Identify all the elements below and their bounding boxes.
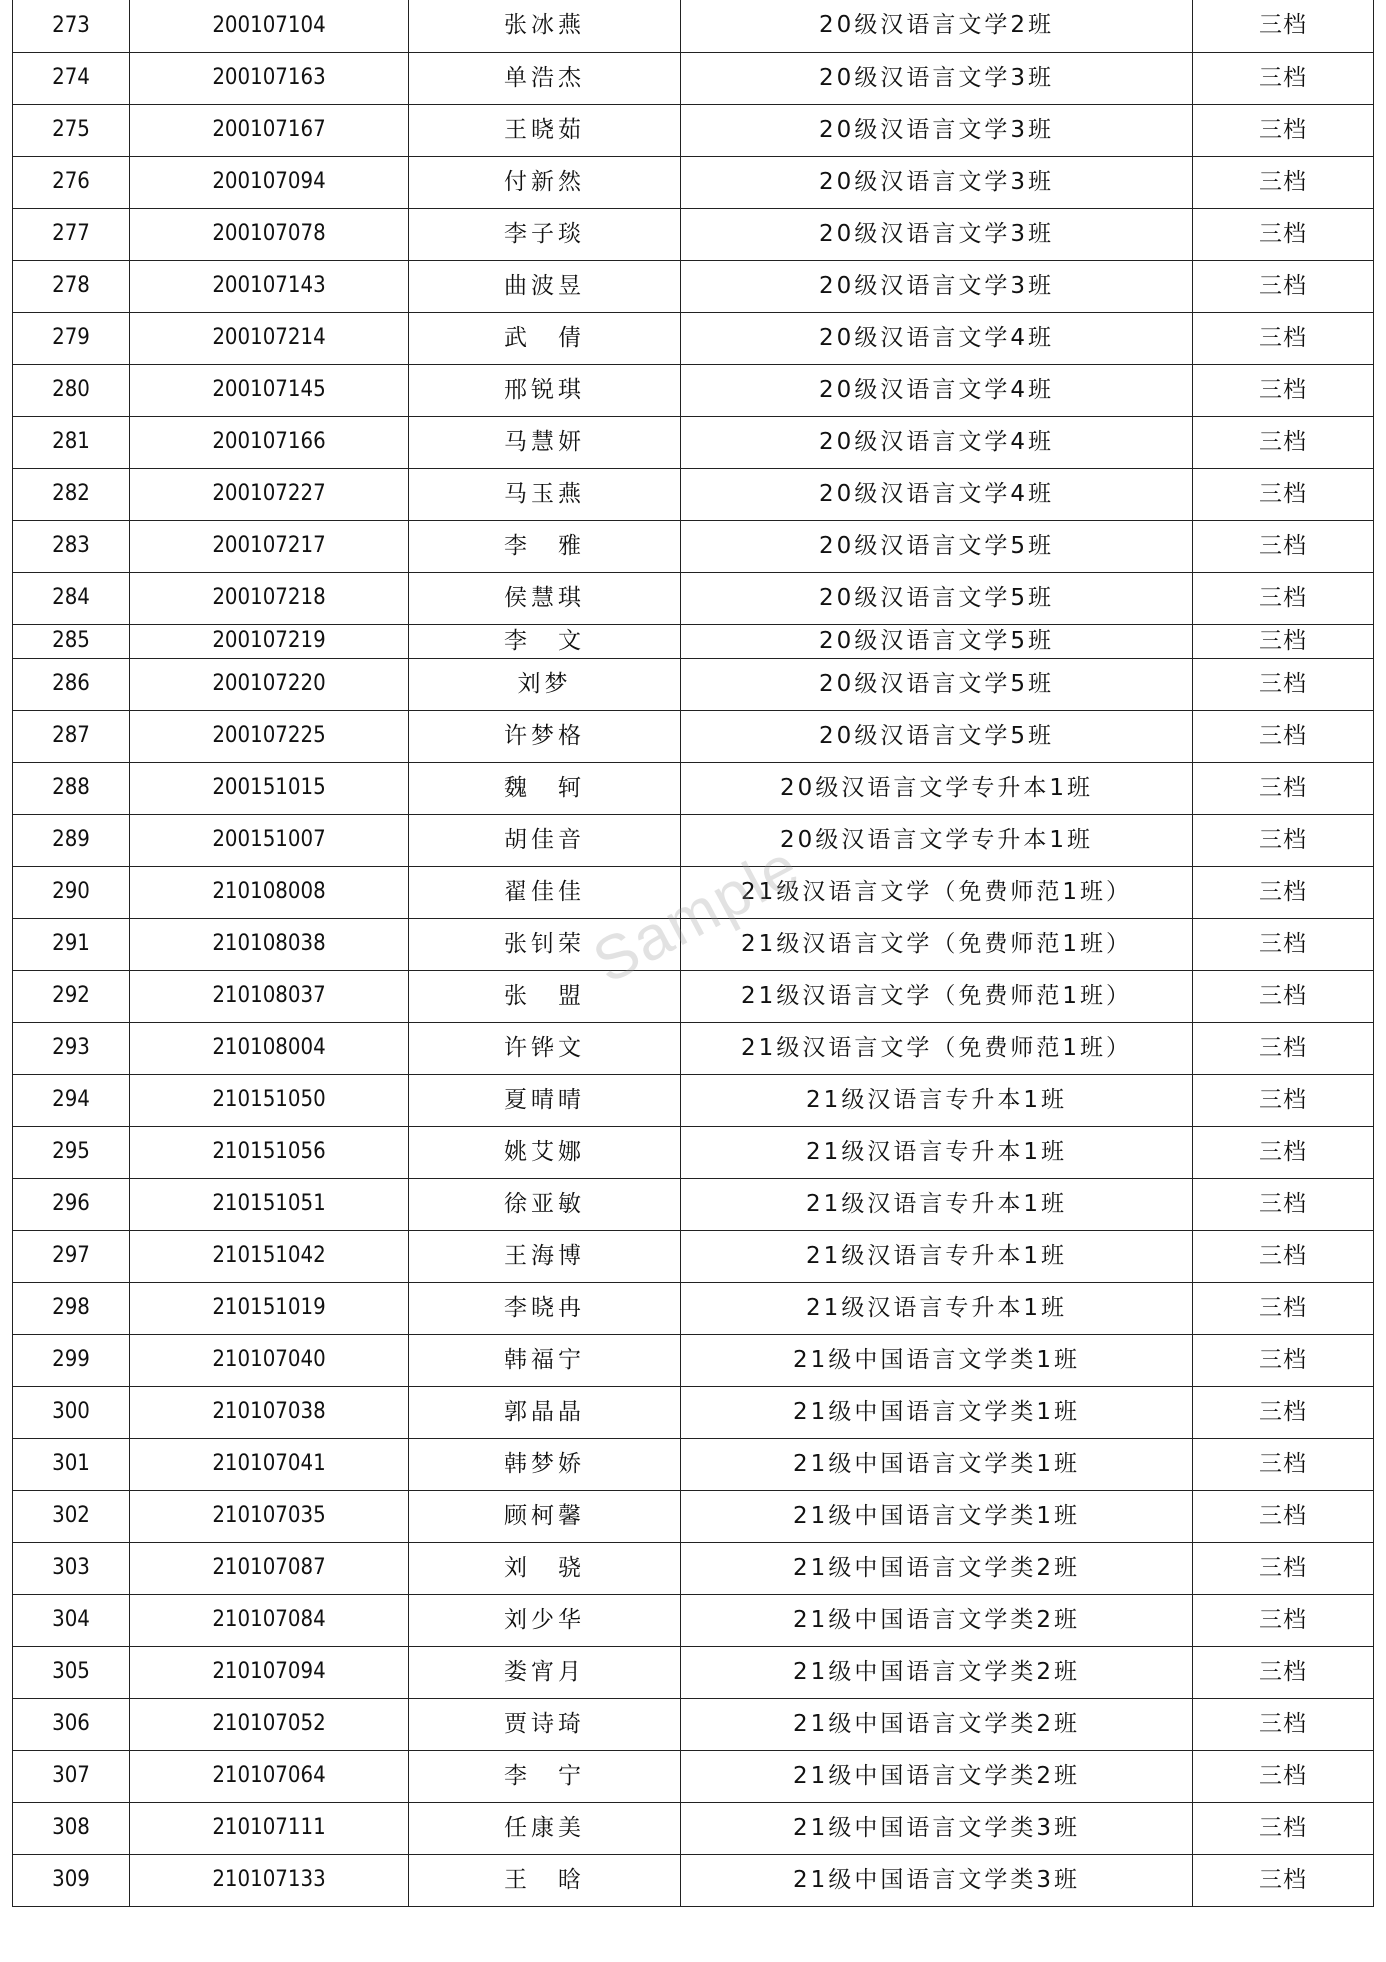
student-name-cell: 李晓冉 (409, 1282, 681, 1334)
student-name-cell: 李 文 (409, 624, 681, 658)
student-id-cell: 200107167 (130, 104, 409, 156)
table-row (13, 624, 1374, 658)
table-row (13, 1126, 1374, 1178)
grade-level-cell: 三档 (1193, 1334, 1374, 1386)
table-row (13, 572, 1374, 624)
table-row (13, 970, 1374, 1022)
class-name-cell: 21级中国语言文学类1班 (681, 1490, 1193, 1542)
grade-level-cell: 三档 (1193, 1542, 1374, 1594)
class-name-cell: 20级汉语言文学5班 (681, 710, 1193, 762)
student-id-cell: 210107035 (130, 1490, 409, 1542)
row-number-cell: 288 (13, 762, 130, 814)
grade-level-cell: 三档 (1193, 416, 1374, 468)
grade-level-cell: 三档 (1193, 1022, 1374, 1074)
table-row (13, 1490, 1374, 1542)
row-number-cell: 300 (13, 1386, 130, 1438)
grade-level-cell: 三档 (1193, 0, 1374, 52)
student-id-cell: 200107145 (130, 364, 409, 416)
grade-level-cell: 三档 (1193, 1802, 1374, 1854)
table-row (13, 208, 1374, 260)
table-row (13, 1750, 1374, 1802)
table-row (13, 520, 1374, 572)
student-id-cell: 210108038 (130, 918, 409, 970)
student-id-cell: 200151007 (130, 814, 409, 866)
student-name-cell: 李子琰 (409, 208, 681, 260)
row-number-cell: 308 (13, 1802, 130, 1854)
student-id-cell: 200107219 (130, 624, 409, 658)
student-name-cell: 曲波昱 (409, 260, 681, 312)
student-name-cell: 武 倩 (409, 312, 681, 364)
row-number-cell: 293 (13, 1022, 130, 1074)
grade-level-cell: 三档 (1193, 1282, 1374, 1334)
class-name-cell: 20级汉语言文学4班 (681, 416, 1193, 468)
class-name-cell: 20级汉语言文学3班 (681, 260, 1193, 312)
student-name-cell: 许铧文 (409, 1022, 681, 1074)
student-name-cell: 姚艾娜 (409, 1126, 681, 1178)
student-name-cell: 胡佳音 (409, 814, 681, 866)
class-name-cell: 21级中国语言文学类1班 (681, 1438, 1193, 1490)
class-name-cell: 20级汉语言文学5班 (681, 658, 1193, 710)
class-name-cell: 21级中国语言文学类2班 (681, 1698, 1193, 1750)
student-id-cell: 200107143 (130, 260, 409, 312)
row-number-cell: 303 (13, 1542, 130, 1594)
row-number-cell: 273 (13, 0, 130, 52)
grade-level-cell: 三档 (1193, 762, 1374, 814)
row-number-cell: 276 (13, 156, 130, 208)
class-name-cell: 20级汉语言文学3班 (681, 104, 1193, 156)
class-name-cell: 20级汉语言文学3班 (681, 208, 1193, 260)
row-number-cell: 305 (13, 1646, 130, 1698)
grade-level-cell: 三档 (1193, 1074, 1374, 1126)
student-name-cell: 马玉燕 (409, 468, 681, 520)
class-name-cell: 21级中国语言文学类1班 (681, 1386, 1193, 1438)
table-row (13, 658, 1374, 710)
row-number-cell: 275 (13, 104, 130, 156)
grade-level-cell: 三档 (1193, 572, 1374, 624)
student-id-cell: 210108037 (130, 970, 409, 1022)
class-name-cell: 21级中国语言文学类3班 (681, 1802, 1193, 1854)
student-id-cell: 210107038 (130, 1386, 409, 1438)
student-id-cell: 200107227 (130, 468, 409, 520)
student-id-cell: 210107133 (130, 1854, 409, 1906)
table-row (13, 1022, 1374, 1074)
table-row (13, 918, 1374, 970)
row-number-cell: 283 (13, 520, 130, 572)
row-number-cell: 284 (13, 572, 130, 624)
student-name-cell: 翟佳佳 (409, 866, 681, 918)
table-row (13, 260, 1374, 312)
student-name-cell: 刘 骁 (409, 1542, 681, 1594)
class-name-cell: 21级汉语言文学（免费师范1班） (681, 918, 1193, 970)
class-name-cell: 21级汉语言专升本1班 (681, 1230, 1193, 1282)
student-id-cell: 200107217 (130, 520, 409, 572)
class-name-cell: 21级汉语言文学（免费师范1班） (681, 1022, 1193, 1074)
table-row (13, 814, 1374, 866)
row-number-cell: 296 (13, 1178, 130, 1230)
grade-level-cell: 三档 (1193, 52, 1374, 104)
class-name-cell: 21级汉语言专升本1班 (681, 1178, 1193, 1230)
class-name-cell: 20级汉语言文学5班 (681, 572, 1193, 624)
grade-level-cell: 三档 (1193, 710, 1374, 762)
grade-level-cell: 三档 (1193, 1490, 1374, 1542)
grade-level-cell: 三档 (1193, 1594, 1374, 1646)
student-id-cell: 210107064 (130, 1750, 409, 1802)
student-name-cell: 马慧妍 (409, 416, 681, 468)
student-id-cell: 200107094 (130, 156, 409, 208)
table-row (13, 1334, 1374, 1386)
student-id-cell: 210151042 (130, 1230, 409, 1282)
student-name-cell: 徐亚敏 (409, 1178, 681, 1230)
table-row (13, 1698, 1374, 1750)
table-row (13, 416, 1374, 468)
grade-level-cell: 三档 (1193, 1750, 1374, 1802)
student-name-cell: 韩梦娇 (409, 1438, 681, 1490)
student-name-cell: 王海博 (409, 1230, 681, 1282)
row-number-cell: 302 (13, 1490, 130, 1542)
student-name-cell: 许梦格 (409, 710, 681, 762)
student-id-cell: 210151019 (130, 1282, 409, 1334)
row-number-cell: 278 (13, 260, 130, 312)
student-id-cell: 210107094 (130, 1646, 409, 1698)
student-name-cell: 贾诗琦 (409, 1698, 681, 1750)
table-row (13, 52, 1374, 104)
student-name-cell: 王 晗 (409, 1854, 681, 1906)
grade-level-cell: 三档 (1193, 364, 1374, 416)
row-number-cell: 286 (13, 658, 130, 710)
class-name-cell: 20级汉语言文学3班 (681, 52, 1193, 104)
row-number-cell: 290 (13, 866, 130, 918)
student-id-cell: 210107111 (130, 1802, 409, 1854)
class-name-cell: 20级汉语言文学4班 (681, 312, 1193, 364)
row-number-cell: 298 (13, 1282, 130, 1334)
student-name-cell: 刘少华 (409, 1594, 681, 1646)
grade-level-cell: 三档 (1193, 312, 1374, 364)
grade-level-cell: 三档 (1193, 1230, 1374, 1282)
row-number-cell: 274 (13, 52, 130, 104)
student-name-cell: 张冰燕 (409, 0, 681, 52)
row-number-cell: 291 (13, 918, 130, 970)
table-row (13, 1074, 1374, 1126)
student-id-cell: 200107078 (130, 208, 409, 260)
roster-body (13, 0, 1374, 1906)
grade-level-cell: 三档 (1193, 814, 1374, 866)
grade-level-cell: 三档 (1193, 624, 1374, 658)
student-id-cell: 210151050 (130, 1074, 409, 1126)
class-name-cell: 21级中国语言文学类2班 (681, 1594, 1193, 1646)
row-number-cell: 301 (13, 1438, 130, 1490)
class-name-cell: 20级汉语言文学5班 (681, 624, 1193, 658)
class-name-cell: 20级汉语言文学专升本1班 (681, 762, 1193, 814)
student-id-cell: 200107104 (130, 0, 409, 52)
class-name-cell: 21级中国语言文学类1班 (681, 1334, 1193, 1386)
class-name-cell: 21级中国语言文学类2班 (681, 1542, 1193, 1594)
table-row (13, 364, 1374, 416)
class-name-cell: 21级中国语言文学类2班 (681, 1750, 1193, 1802)
table-row (13, 156, 1374, 208)
table-row (13, 1438, 1374, 1490)
table-row (13, 710, 1374, 762)
table-row (13, 1802, 1374, 1854)
table-row (13, 468, 1374, 520)
table-row (13, 1542, 1374, 1594)
row-number-cell: 287 (13, 710, 130, 762)
class-name-cell: 21级汉语言文学（免费师范1班） (681, 866, 1193, 918)
row-number-cell: 289 (13, 814, 130, 866)
student-name-cell: 顾柯馨 (409, 1490, 681, 1542)
student-id-cell: 200107225 (130, 710, 409, 762)
grade-level-cell: 三档 (1193, 970, 1374, 1022)
class-name-cell: 20级汉语言文学专升本1班 (681, 814, 1193, 866)
row-number-cell: 279 (13, 312, 130, 364)
class-name-cell: 20级汉语言文学4班 (681, 364, 1193, 416)
grade-level-cell: 三档 (1193, 866, 1374, 918)
table-row (13, 1854, 1374, 1906)
student-name-cell: 任康美 (409, 1802, 681, 1854)
student-id-cell: 200107166 (130, 416, 409, 468)
table-row (13, 1178, 1374, 1230)
student-id-cell: 210107087 (130, 1542, 409, 1594)
student-id-cell: 200151015 (130, 762, 409, 814)
student-id-cell: 200107214 (130, 312, 409, 364)
class-name-cell: 20级汉语言文学2班 (681, 0, 1193, 52)
table-row (13, 1646, 1374, 1698)
grade-level-cell: 三档 (1193, 1386, 1374, 1438)
class-name-cell: 21级汉语言专升本1班 (681, 1282, 1193, 1334)
student-name-cell: 刘梦 (409, 658, 681, 710)
grade-level-cell: 三档 (1193, 1126, 1374, 1178)
row-number-cell: 277 (13, 208, 130, 260)
student-name-cell: 魏 轲 (409, 762, 681, 814)
row-number-cell: 295 (13, 1126, 130, 1178)
table-row (13, 1282, 1374, 1334)
student-id-cell: 200107163 (130, 52, 409, 104)
student-id-cell: 210151051 (130, 1178, 409, 1230)
grade-level-cell: 三档 (1193, 1646, 1374, 1698)
student-id-cell: 210107041 (130, 1438, 409, 1490)
student-name-cell: 邢锐琪 (409, 364, 681, 416)
class-name-cell: 20级汉语言文学5班 (681, 520, 1193, 572)
student-name-cell: 韩福宁 (409, 1334, 681, 1386)
row-number-cell: 299 (13, 1334, 130, 1386)
grade-level-cell: 三档 (1193, 104, 1374, 156)
class-name-cell: 20级汉语言文学4班 (681, 468, 1193, 520)
student-id-cell: 210107084 (130, 1594, 409, 1646)
table-row (13, 0, 1374, 52)
row-number-cell: 280 (13, 364, 130, 416)
student-name-cell: 张钊荣 (409, 918, 681, 970)
student-name-cell: 付新然 (409, 156, 681, 208)
student-name-cell: 郭晶晶 (409, 1386, 681, 1438)
grade-level-cell: 三档 (1193, 658, 1374, 710)
roster-table (12, 0, 1374, 1907)
student-name-cell: 李 雅 (409, 520, 681, 572)
table-row (13, 762, 1374, 814)
grade-level-cell: 三档 (1193, 1698, 1374, 1750)
row-number-cell: 306 (13, 1698, 130, 1750)
student-id-cell: 210108004 (130, 1022, 409, 1074)
table-row (13, 1230, 1374, 1282)
student-name-cell: 李 宁 (409, 1750, 681, 1802)
grade-level-cell: 三档 (1193, 156, 1374, 208)
row-number-cell: 282 (13, 468, 130, 520)
student-name-cell: 张 盟 (409, 970, 681, 1022)
student-id-cell: 200107220 (130, 658, 409, 710)
class-name-cell: 20级汉语言文学3班 (681, 156, 1193, 208)
class-name-cell: 21级中国语言文学类2班 (681, 1646, 1193, 1698)
class-name-cell: 21级中国语言文学类3班 (681, 1854, 1193, 1906)
grade-level-cell: 三档 (1193, 918, 1374, 970)
grade-level-cell: 三档 (1193, 1438, 1374, 1490)
row-number-cell: 292 (13, 970, 130, 1022)
student-id-cell: 210108008 (130, 866, 409, 918)
table-row (13, 312, 1374, 364)
student-name-cell: 娄宵月 (409, 1646, 681, 1698)
student-name-cell: 侯慧琪 (409, 572, 681, 624)
row-number-cell: 304 (13, 1594, 130, 1646)
row-number-cell: 297 (13, 1230, 130, 1282)
table-row (13, 1386, 1374, 1438)
grade-level-cell: 三档 (1193, 520, 1374, 572)
grade-level-cell: 三档 (1193, 468, 1374, 520)
row-number-cell: 281 (13, 416, 130, 468)
grade-level-cell: 三档 (1193, 1178, 1374, 1230)
student-id-cell: 200107218 (130, 572, 409, 624)
table-row (13, 866, 1374, 918)
class-name-cell: 21级汉语言专升本1班 (681, 1074, 1193, 1126)
class-name-cell: 21级汉语言专升本1班 (681, 1126, 1193, 1178)
watermark: Sample (582, 831, 812, 997)
grade-level-cell: 三档 (1193, 260, 1374, 312)
table-row (13, 104, 1374, 156)
row-number-cell: 307 (13, 1750, 130, 1802)
grade-level-cell: 三档 (1193, 1854, 1374, 1906)
row-number-cell: 309 (13, 1854, 130, 1906)
row-number-cell: 294 (13, 1074, 130, 1126)
row-number-cell: 285 (13, 624, 130, 658)
student-name-cell: 王晓茹 (409, 104, 681, 156)
student-id-cell: 210107040 (130, 1334, 409, 1386)
grade-level-cell: 三档 (1193, 208, 1374, 260)
student-id-cell: 210151056 (130, 1126, 409, 1178)
table-row (13, 1594, 1374, 1646)
student-id-cell: 210107052 (130, 1698, 409, 1750)
student-name-cell: 夏晴晴 (409, 1074, 681, 1126)
class-name-cell: 21级汉语言文学（免费师范1班） (681, 970, 1193, 1022)
student-name-cell: 单浩杰 (409, 52, 681, 104)
